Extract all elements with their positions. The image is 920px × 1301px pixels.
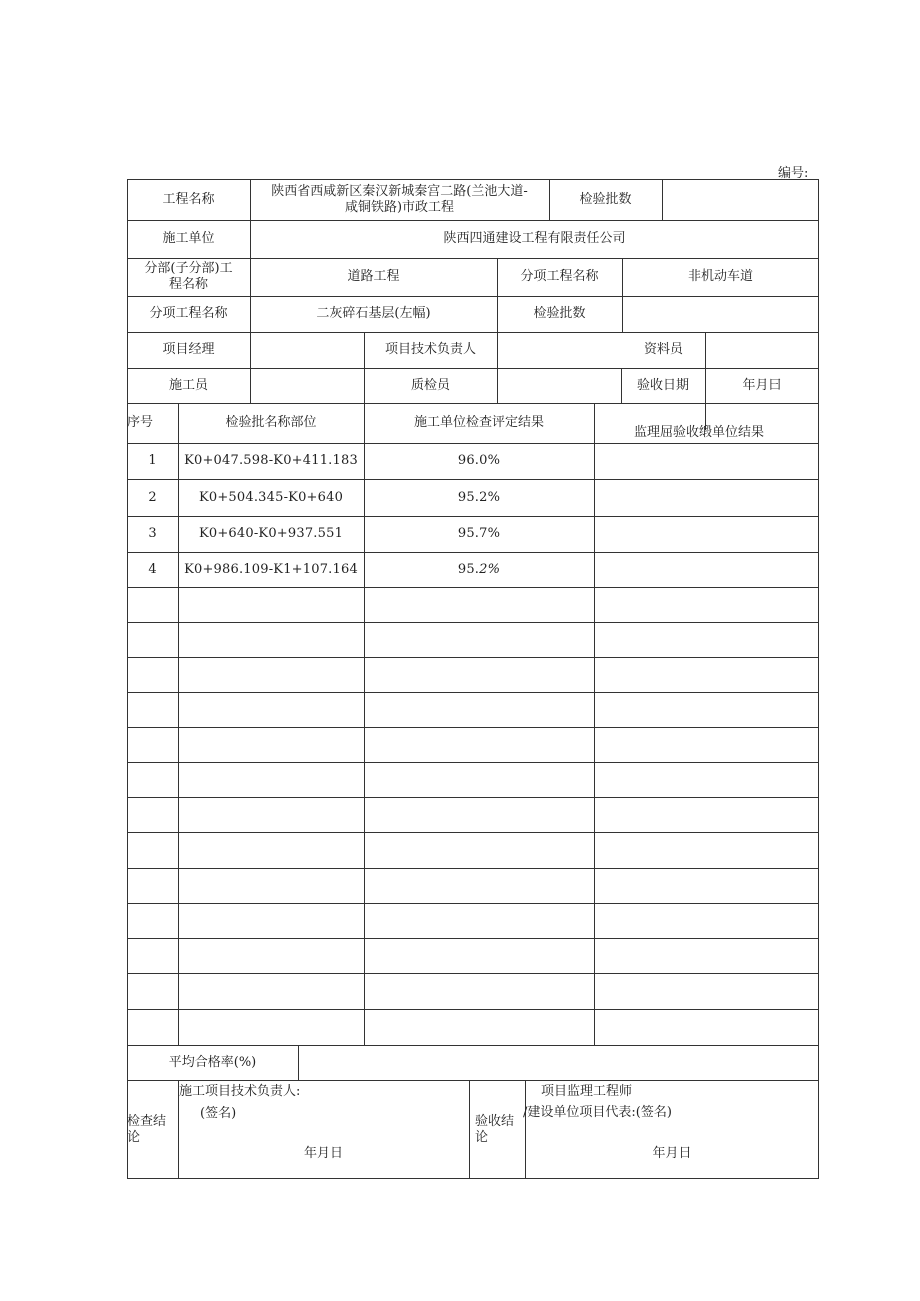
row-1-no: 1 (148, 453, 157, 468)
batch-count-field[interactable] (662, 179, 819, 220)
row-1-supervision[interactable] (594, 443, 819, 479)
tech-sign-note: (签名) (200, 1106, 237, 1121)
project-name-value (250, 179, 549, 220)
project-name-line2: 咸铜铁路)市政工程 (344, 199, 455, 215)
col-header-supervision: 监理屈验收缎单位结果 (634, 425, 765, 440)
row-divider (127, 938, 819, 939)
check-conclusion-line2: 论 (127, 1129, 141, 1145)
col-header-no: 序号 (127, 415, 154, 430)
tech-sign-label: 施工项目技术负责人: (179, 1084, 301, 1099)
row-2-result: 95.2% (457, 489, 501, 505)
contractor-label: 施工单位 (162, 231, 215, 246)
qc-label: 质检员 (410, 377, 450, 393)
row-3-supervision[interactable] (594, 516, 819, 552)
tech-lead-field[interactable] (497, 332, 622, 368)
row-4-result (364, 552, 594, 587)
supervisor-line2: /建设单位项目代表:(签名) (523, 1105, 672, 1120)
accept-date-field[interactable]: 年月曰 (742, 377, 782, 393)
row-4-result-main: 95. (457, 561, 480, 577)
worker-field[interactable] (250, 368, 364, 403)
accept-date-label: 验收日期 (636, 377, 689, 393)
row-divider (127, 797, 819, 798)
row-4-no: 4 (148, 561, 157, 577)
col-header-result: 施工单位检查评定结果 (413, 415, 544, 430)
row-divider (127, 657, 819, 658)
subdivision-value: 道路工程 (347, 269, 400, 284)
serial-number-label: 编号: (778, 166, 809, 181)
project-name-label: 工程名称 (162, 191, 215, 207)
accept-conclusion-label (469, 1080, 525, 1179)
pm-label: 项目经理 (162, 342, 215, 357)
row-divider (127, 973, 819, 974)
batch-count2-field[interactable] (622, 296, 819, 332)
accept-conclusion-line2: 论 (475, 1129, 489, 1145)
row-divider (127, 762, 819, 763)
item-name-value: 非机动车道 (687, 269, 753, 284)
row-4-result-tail: 2% (479, 561, 501, 577)
row-1-result: 96.0% (457, 453, 501, 468)
supervisor-date: 年月日 (652, 1146, 692, 1161)
row-divider (127, 692, 819, 693)
row-4-supervision[interactable] (594, 552, 819, 587)
row-divider (127, 587, 819, 588)
subdivision-label-line2: 程名称 (168, 277, 208, 292)
col-divider (525, 1080, 526, 1179)
contractor-value: 陕西四通建设工程有限责任公司 (443, 231, 626, 246)
row-divider (127, 1009, 819, 1010)
tech-lead-label: 项目技术负责人 (384, 342, 476, 357)
supervisor-line1: 项目监理工程师 (541, 1084, 633, 1099)
accept-conclusion-line1: 验收结 (475, 1113, 515, 1129)
pm-field[interactable] (250, 332, 364, 368)
row-4-location: K0+986.109-K1+107.164 (184, 561, 358, 577)
batch-count-label: 检验批数 (579, 191, 632, 207)
row-divider (127, 903, 819, 904)
sub-item-value: 二灰碎石基层(左幅) (316, 306, 431, 321)
row-2-location: K0+504.345-K0+640 (198, 489, 344, 505)
clerk-field[interactable] (705, 332, 819, 368)
row-divider (127, 622, 819, 623)
worker-label: 施工员 (168, 377, 208, 393)
row-3-result: 95.7% (457, 526, 501, 541)
project-name-line1: 陕西省西咸新区秦汉新城秦宫二路(兰池大道- (271, 183, 528, 199)
row-divider (127, 727, 819, 728)
item-name-label: 分项工程名称 (520, 269, 599, 284)
subdivision-label-line1: 分部(子分部)工 (144, 261, 233, 276)
avg-rate-field[interactable] (298, 1045, 819, 1080)
row-2-no: 2 (148, 489, 157, 505)
subdivision-label (127, 258, 250, 296)
row-2-supervision[interactable] (594, 479, 819, 516)
row-1-location: K0+047.598-K0+411.183 (184, 453, 358, 468)
row-3-location: K0+640-K0+937.551 (198, 526, 344, 541)
row-divider (127, 868, 819, 869)
sub-item-label: 分项工程名称 (149, 306, 228, 321)
tech-sign-date: 年月日 (303, 1146, 343, 1161)
check-conclusion-line1: 检查结 (127, 1113, 167, 1129)
qc-field[interactable] (497, 368, 621, 403)
row-3-no: 3 (148, 526, 157, 541)
batch-count2-label: 检验批数 (533, 306, 586, 321)
clerk-label: 资料员 (643, 342, 683, 357)
row-divider (127, 832, 819, 833)
col-header-location: 检验批名称部位 (225, 415, 317, 430)
avg-rate-label: 平均合格率(%) (168, 1054, 257, 1070)
check-conclusion-label (127, 1080, 178, 1179)
